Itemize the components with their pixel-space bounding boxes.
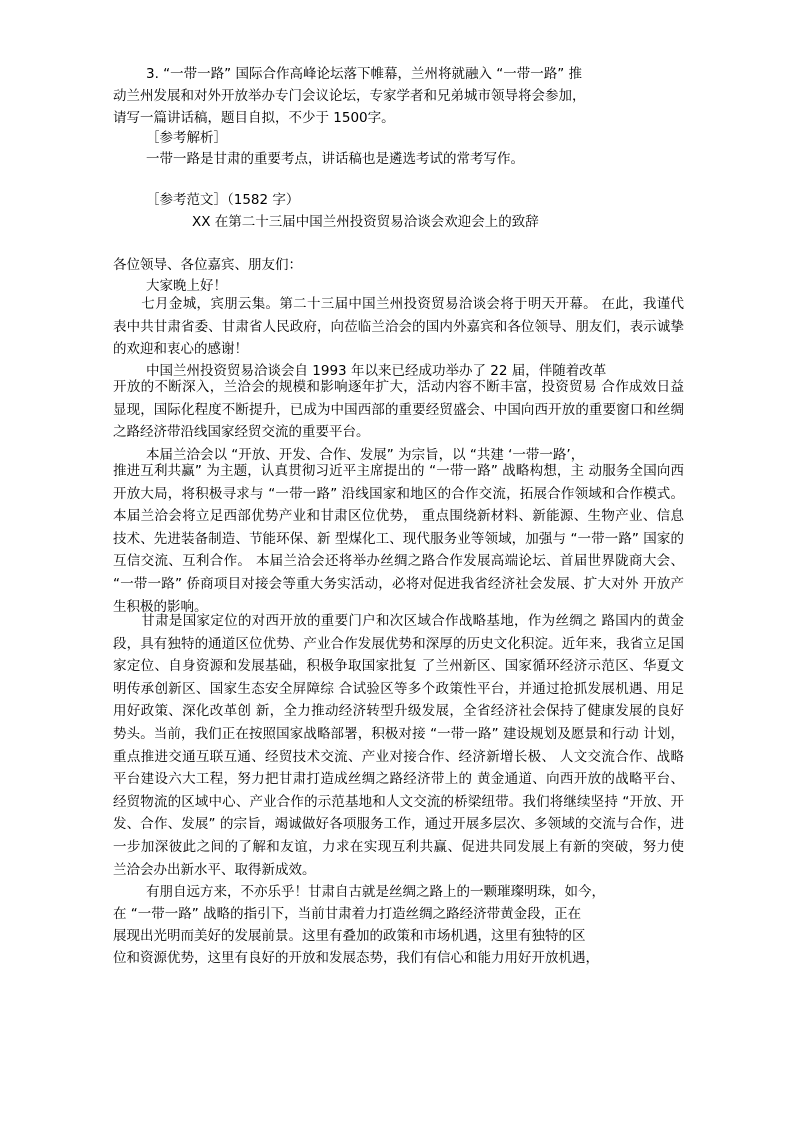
paragraph-1-text: 七月金城，宾朋云集。第二十三届中国兰州投资贸易洽谈会将于明天开幕。 在此，我谨代表中共甘肃省委、甘肃省人民政府，向莅临兰洽会的国内外嘉宾和各位领导、朋友们，表示诚挚的欢迎和衷心的感谢！	[113, 296, 684, 358]
greeting: 大家晚上好！	[146, 278, 227, 294]
question-line-2: 动兰州发展和对外开放举办专门会议论坛，专家学者和兄弟城市领导将会参加，	[113, 88, 586, 104]
paragraph-2: 开放的不断深入，兰洽会的规模和影响逐年扩大，活动内容不断丰富，投资贸易 合作成效日益显现，国际化程度不断提升，已成为中国西部的重要经贸盛会、中国向西开放的重要窗口和丝绸之路经济带沿线国家经贸交流的重要平台。	[113, 379, 684, 441]
salutation: 各位领导、各位嘉宾、朋友们：	[113, 257, 302, 273]
paragraph-2-line-1: 中国兰州投资贸易洽谈会自 1993 年以来已经成功举办了 22 届，伴随着改革	[146, 363, 607, 379]
paragraph-4	[113, 610, 684, 881]
paragraph-5-line-4: 位和资源优势，这里有良好的开放和发展态势，我们有信心和能力用好开放机遇，	[113, 950, 599, 966]
paragraph-3-line-1: 本届兰洽会以 “开放、开发、合作、发展” 为宗旨，以 “共建 ‘一带一路’，	[146, 447, 585, 463]
paragraph-1	[113, 293, 684, 361]
paragraph-3: 推进互利共赢” 为主题，认真贯彻习近平主席提出的 “一带一路” 战略构想，主 动服务全国向西开放大局，将积极寻求与 “一带一路” 沿线国家和地区的合作交流，拓展合作领域和合作模式。本届兰洽会将立足西部优势产业和甘肃区位优势， 重点围绕新材料、新能源、生物产业、信息技术、先进装备制造、节能环保、新 型煤化工、现代服务业等领域，加强与 “一带一路” 国家的互信交流、互利合作。 本届兰洽会还将举办丝绸之路合作发展高端论坛、首届世界陇商大会、 “一带一路” 侨商项目对接会等重大务实活动，必将对促进我省经济社会发展、扩大对外 开放产生积极的影响。	[113, 463, 684, 615]
paragraph-5-line-1: 有朋自远方来，不亦乐乎！甘肃自古就是丝绸之路上的一颗璀璨明珠，如今，	[146, 884, 605, 900]
paragraph-5-line-2: 在 “一带一路” 战略的指引下，当前甘肃着力打造丝绸之路经济带黄金段，正在	[113, 906, 582, 922]
paragraph-4-text: 甘肃是国家定位的对西开放的重要门户和次区域合作战略基地，作为丝绸之 路国内的黄金段，具有独特的通道区位优势、产业合作发展优势和深厚的历史文化积淀。近年来，我省立足国家定位、自身资源和发展基础，积极争取国家批复 了兰州新区、国家循环经济示范区、华夏文明传承创新区、国家生态安全屏障综 合试验区等多个政策性平台，并通过抢抓发展机遇、用足用好政策、深化改革创 新，全力推动经济转型升级发展，全省经济社会保持了健康发展的良好势头。当前，我们正在按照国家战略部署，积极对接 “一带一路” 建设规划及愿景和行动 计划，重点推进交通互联互通、经贸技术交流、产业对接合作、经济新增长极、 人文交流合作、战略平台建设六大工程，努力把甘肃打造成丝绸之路经济带上的 黄金通道、向西开放的战略平台、经贸物流的区域中心、产业合作的示范基地和人文交流的桥梁纽带。我们将继续坚持 “开放、开发、合作、发展” 的宗旨，竭诚做好各项服务工作，通过开展多层次、多领域的交流与合作，进一步加深彼此之间的了解和友谊，力求在实现互利共赢、促进共同发展上有新的突破，努力使 兰洽会办出新水平、取得新成效。	[113, 613, 684, 878]
speech-title: XX 在第二十三届中国兰州投资贸易洽谈会欢迎会上的致辞	[192, 214, 539, 230]
question-line-3: 请写一篇讲话稿，题目自拟，不少于 1500字。	[113, 110, 395, 126]
question-line-1: 3. “一带一路” 国际合作高峰论坛落下帷幕，兰州将就融入 “一带一路” 推	[146, 66, 583, 82]
analysis-label: ［参考解析］	[146, 130, 227, 146]
paragraph-5-line-3: 展现出光明而美好的发展前景。这里有叠加的政策和市场机遇，这里有独特的区	[113, 928, 586, 944]
analysis-text: 一带一路是甘肃的重要考点，讲话稿也是遴选考试的常考写作。	[146, 151, 524, 167]
sample-label: ［参考范文］（1582 字）	[146, 192, 300, 208]
